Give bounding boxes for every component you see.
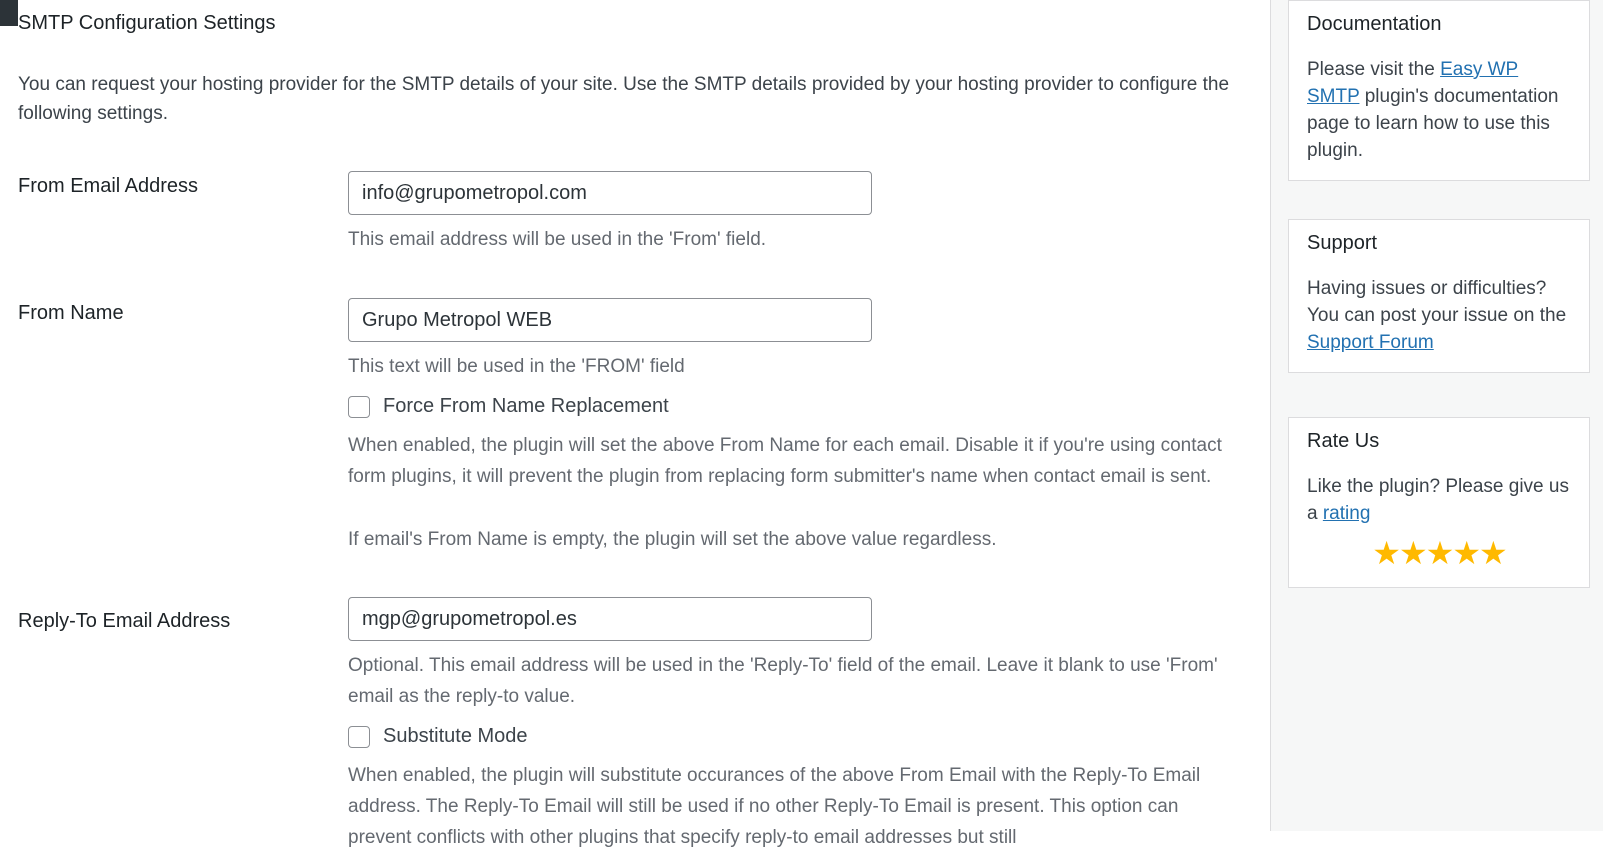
reply-to-label: Reply-To Email Address bbox=[18, 610, 231, 632]
support-forum-link[interactable]: Support Forum bbox=[1307, 332, 1434, 353]
from-name-input[interactable] bbox=[348, 298, 872, 342]
force-from-name-row[interactable] bbox=[348, 395, 669, 418]
rating-link[interactable]: rating bbox=[1322, 503, 1371, 524]
support-text bbox=[1307, 275, 1571, 356]
support-box bbox=[1288, 219, 1590, 373]
rate-us-text-before: Like the plugin? Please give us a bbox=[1307, 476, 1569, 524]
section-title: SMTP Configuration Settings bbox=[18, 12, 276, 34]
support-title: Support bbox=[1307, 232, 1378, 254]
substitute-mode-checkbox[interactable] bbox=[348, 726, 370, 748]
reply-to-input[interactable] bbox=[348, 597, 872, 641]
rate-us-box bbox=[1288, 417, 1590, 588]
from-email-description: This email address will be used in the 'From' field. bbox=[348, 229, 767, 250]
admin-menu-corner bbox=[0, 0, 18, 26]
documentation-box bbox=[1288, 0, 1590, 181]
force-from-name-label[interactable]: Force From Name Replacement bbox=[383, 395, 669, 417]
force-from-name-checkbox[interactable] bbox=[348, 396, 370, 418]
from-name-description: This text will be used in the 'FROM' field bbox=[348, 356, 685, 377]
documentation-text bbox=[1307, 56, 1571, 164]
star-rating-icon[interactable]: ★★★★★ bbox=[1372, 535, 1506, 571]
substitute-mode-label[interactable]: Substitute Mode bbox=[383, 725, 528, 747]
easy-wp-smtp-link[interactable]: Easy WP SMTP bbox=[1307, 59, 1519, 107]
column-divider bbox=[1270, 0, 1271, 831]
force-from-name-description: When enabled, the plugin will set the above From Name for each email. Disable it if you're using contact form plugins, it will prevent the plugin from replacing form submitter's name when contact email is sent. bbox=[348, 435, 1222, 487]
documentation-text-before: Please visit the bbox=[1307, 59, 1441, 80]
substitute-mode-row[interactable] bbox=[348, 725, 528, 748]
force-from-name-note: If email's From Name is empty, the plugin will set the above value regardless. bbox=[348, 529, 997, 550]
documentation-title: Documentation bbox=[1307, 13, 1442, 35]
from-name-label: From Name bbox=[18, 302, 124, 324]
substitute-mode-description: When enabled, the plugin will substitute occurances of the above From Email with the Reply-To Email address. The Reply-To Email will still be used if no other Reply-To Email is present. This option can prevent conflicts with other plugins that specify reply-to email addresses but still bbox=[348, 765, 1201, 848]
rate-us-text bbox=[1307, 473, 1571, 527]
from-email-input[interactable] bbox=[348, 171, 872, 215]
intro-text: You can request your hosting provider for the SMTP details of your site. Use the SMTP details provided by your hosting provider to configure the following settings. bbox=[18, 74, 1230, 124]
support-text-before: Having issues or difficulties? You can post your issue on the bbox=[1307, 278, 1567, 326]
rate-us-title: Rate Us bbox=[1307, 430, 1380, 452]
reply-to-description: Optional. This email address will be used in the 'Reply-To' field of the email. Leave it blank to use 'From' email as the reply-to value. bbox=[348, 655, 1218, 707]
documentation-text-after: plugin's documentation page to learn how to use this plugin. bbox=[1307, 86, 1559, 161]
from-email-label: From Email Address bbox=[18, 175, 199, 197]
